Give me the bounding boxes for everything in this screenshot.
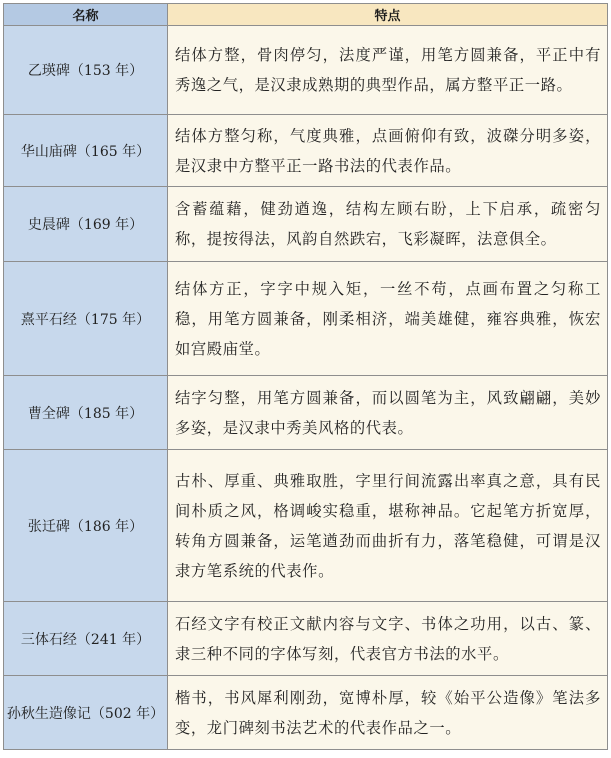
stele-features: 结字匀整，用笔方圆兼备，而以圆笔为主，风致翩翩，美妙多姿，是汉隶中秀美风格的代表。 <box>168 376 608 450</box>
stele-name: 华山庙碑（165 年） <box>4 115 168 187</box>
stele-comparison-table <box>3 3 608 750</box>
header-name: 名称 <box>4 4 168 26</box>
stele-features: 含蓄蕴藉，健劲遒逸，结构左顾右盼，上下启承，疏密匀称，提按得法，风韵自然跌宕，飞彩凝晖，法意俱全。 <box>168 187 608 262</box>
stele-name: 乙瑛碑（153 年） <box>4 26 168 115</box>
table-row <box>4 26 608 115</box>
stele-name: 张迁碑（186 年） <box>4 450 168 602</box>
table-row <box>4 676 608 750</box>
stele-name: 孙秋生造像记（502 年） <box>4 676 168 750</box>
stele-name: 熹平石经（175 年） <box>4 262 168 376</box>
table-row <box>4 450 608 602</box>
header-features: 特点 <box>168 4 608 26</box>
stele-features: 楷书，书风犀利刚劲，宽博朴厚，较《始平公造像》笔法多变，龙门碑刻书法艺术的代表作品之一。 <box>168 676 608 750</box>
stele-features: 结体方正，字字中规入矩，一丝不苟，点画布置之匀称工稳，用笔方圆兼备，刚柔相济，端美雄健，雍容典雅，恢宏如宫殿庙堂。 <box>168 262 608 376</box>
table-row <box>4 262 608 376</box>
stele-features: 石经文字有校正文献内容与文字、书体之功用，以古、篆、隶三种不同的字体写刻，代表官方书法的水平。 <box>168 602 608 676</box>
stele-name: 三体石经（241 年） <box>4 602 168 676</box>
stele-features: 结体方整，骨肉停匀，法度严谨，用笔方圆兼备，平正中有秀逸之气，是汉隶成熟期的典型作品，属方整平正一路。 <box>168 26 608 115</box>
stele-features: 古朴、厚重、典雅取胜，字里行间流露出率真之意，具有民间朴质之风，格调峻实稳重，堪称神品。它起笔方折宽厚，转角方圆兼备，运笔遒劲而曲折有力，落笔稳健，可谓是汉隶方笔系统的代表作。 <box>168 450 608 602</box>
stele-name: 史晨碑（169 年） <box>4 187 168 262</box>
table-header-row <box>4 4 608 26</box>
table-row <box>4 376 608 450</box>
table-row <box>4 115 608 187</box>
stele-comparison-table-container <box>3 3 607 750</box>
stele-name: 曹全碑（185 年） <box>4 376 168 450</box>
stele-features: 结体方整匀称，气度典雅，点画俯仰有致，波磔分明多姿，是汉隶中方整平正一路书法的代表作品。 <box>168 115 608 187</box>
table-row <box>4 602 608 676</box>
table-row <box>4 187 608 262</box>
